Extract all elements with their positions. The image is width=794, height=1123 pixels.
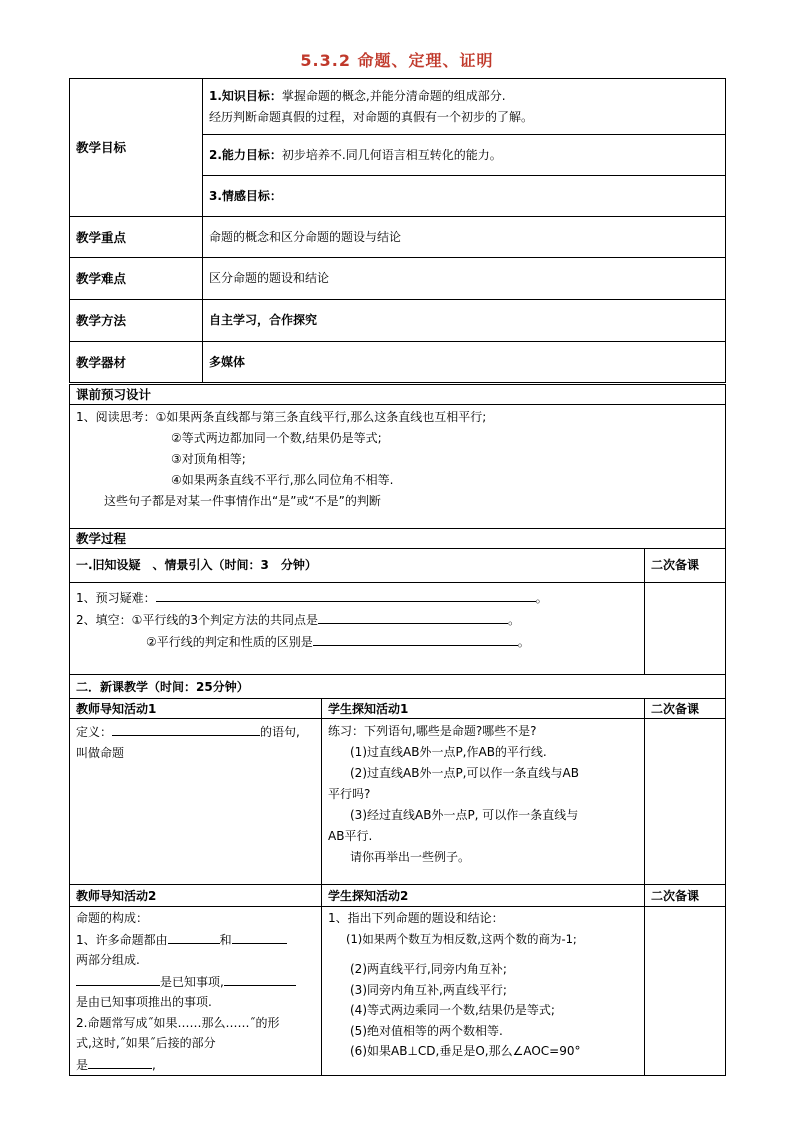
s1-line-6: AB平行. xyxy=(328,829,373,843)
t2-line-6: 2.命题常写成˝如果……那么……˝的形 xyxy=(76,1015,280,1030)
second-prep-blank-2 xyxy=(645,719,726,885)
key-label: 教学重点 xyxy=(70,217,203,258)
s1-line-5: (3)经过直线AB外一点P, 可以作一条直线与 xyxy=(350,808,579,822)
method-text: 自主学习，合作探究 xyxy=(203,300,726,342)
sec1-q3: ②平行线的判定和性质的区别是 xyxy=(146,635,313,649)
teacher-activity-1-body xyxy=(70,719,322,885)
preview-line-2: ②等式两边都加同一个数,结果仍是等式; xyxy=(171,431,382,445)
s1-line-2: (1)过直线AB外一点P,作AB的平行线. xyxy=(350,745,547,759)
preview-line-3: ③对顶角相等; xyxy=(171,452,246,466)
student-activity-1-body xyxy=(322,719,645,885)
t2-line-3: 两部分组成. xyxy=(76,953,140,967)
second-prep-1: 二次备课 xyxy=(645,549,726,583)
blank-line xyxy=(76,971,160,986)
blank-line xyxy=(232,929,287,944)
student-activity-2-body xyxy=(322,907,645,1076)
blank-line xyxy=(318,609,508,624)
period: 。 xyxy=(535,591,548,605)
goal3-head: 3.情感目标： xyxy=(203,176,726,217)
key-text: 命题的概念和区分命题的题设与结论 xyxy=(203,217,726,258)
t2-line-2a: 1、许多命题都由 xyxy=(76,932,168,947)
t1-def-b: 的语句, xyxy=(260,725,300,739)
section1-title: 一.旧知设疑 、情景引入（时间：3 分钟） xyxy=(70,549,645,583)
t2-line-5: 是由已知事项推出的事项. xyxy=(76,995,212,1009)
preview-line-5: 这些句子都是对某一件事情作出“是”或“不是”的判断 xyxy=(104,494,381,508)
blank-line xyxy=(156,587,536,602)
t2-line-7: 式,这时,˝如果˝后接的部分 xyxy=(76,1036,216,1050)
tools-label: 教学器材 xyxy=(70,342,203,383)
student-activity-1-head: 学生探知活动1 xyxy=(322,699,645,719)
blank-line xyxy=(224,971,296,986)
process-header: 教学过程 xyxy=(70,529,726,549)
s1-line-1: 练习：下列语句,哪些是命题?哪些不是? xyxy=(328,724,537,738)
preview-header: 课前预习设计 xyxy=(70,385,726,405)
goal-label: 教学目标 xyxy=(70,79,203,217)
s2-line-7: (6)如果AB⊥CD,垂足是O,那么∠AOC=90° xyxy=(350,1044,581,1058)
sec1-q1: 1、预习疑难： xyxy=(76,591,156,605)
s2-line-4: (3)同旁内角互补,两直线平行; xyxy=(350,982,507,997)
blank-line xyxy=(88,1054,152,1069)
diff-label: 教学难点 xyxy=(70,258,203,300)
t2-line-4: 是已知事项, xyxy=(160,974,224,989)
goal2-cell xyxy=(203,135,726,176)
s2-line-2: (1)如果两个数互为相反数,这两个数的商为-1; xyxy=(346,931,577,946)
teacher-activity-2-body xyxy=(70,907,322,1076)
s1-line-4: 平行吗? xyxy=(328,787,371,801)
process-table xyxy=(69,384,726,1076)
method-label: 教学方法 xyxy=(70,300,203,342)
page-title: 5.3.2 命题、定理、证明 xyxy=(300,51,494,70)
s2-line-1: 1、指出下列命题的题设和结论： xyxy=(328,911,504,925)
goal2-text: 初步培养不.同几何语言相互转化的能力。 xyxy=(281,147,502,162)
preview-line-1: 1、阅读思考：①如果两条直线都与第三条直线平行,那么这条直线也互相平行; xyxy=(76,410,487,424)
second-prep-3: 二次备课 xyxy=(645,885,726,907)
info-table xyxy=(69,78,726,383)
t2-line-8b: , xyxy=(152,1057,156,1072)
t1-def-a: 定义： xyxy=(76,725,113,739)
diff-text: 区分命题的题设和结论 xyxy=(203,258,726,300)
section1-body xyxy=(70,583,645,675)
preview-line-4: ④如果两条直线不平行,那么同位角不相等. xyxy=(171,473,394,487)
second-prep-blank-1 xyxy=(645,583,726,675)
second-prep-blank-3 xyxy=(645,907,726,1076)
s2-line-6: (5)绝对值相等的两个数相等. xyxy=(350,1023,503,1038)
s2-line-5: (4)等式两边乘同一个数,结果仍是等式; xyxy=(350,1003,555,1017)
s1-line-7: 请你再举出一些例子。 xyxy=(350,850,471,864)
goal1-text-a: 掌握命题的概念,并能分清命题的组成部分. xyxy=(281,88,506,103)
preview-body xyxy=(70,405,726,529)
s2-line-3: (2)两直线平行,同旁内角互补; xyxy=(350,962,507,976)
student-activity-2-head: 学生探知活动2 xyxy=(322,885,645,907)
blank-line xyxy=(313,631,518,646)
section2-title: 二．新课教学（时间：25分钟） xyxy=(70,675,726,699)
s1-line-3: (2)过直线AB外一点P,可以作一条直线与AB xyxy=(350,766,579,780)
goal1-head: 1.知识目标： xyxy=(209,88,282,103)
teacher-activity-2-head: 教师导知活动2 xyxy=(70,885,322,907)
blank-line xyxy=(112,721,260,736)
goal1-cell xyxy=(203,79,726,135)
blank-line xyxy=(168,929,220,944)
goal1-text-b: 经历判断命题真假的过程，对命题的真假有一个初步的了解。 xyxy=(209,109,534,124)
period: 。 xyxy=(517,635,530,649)
tools-text: 多媒体 xyxy=(203,342,726,383)
period: 。 xyxy=(508,613,521,627)
second-prep-2: 二次备课 xyxy=(645,699,726,719)
t2-line-2b: 和 xyxy=(219,932,232,947)
teacher-activity-1-head: 教师导知活动1 xyxy=(70,699,322,719)
sec1-q2: 2、填空：①平行线的3个判定方法的共同点是 xyxy=(76,613,319,627)
t2-line-8a: 是 xyxy=(76,1057,89,1072)
goal2-head: 2.能力目标： xyxy=(209,147,282,162)
t1-def-c: 叫做命题 xyxy=(76,746,125,760)
t2-line-1: 命题的构成： xyxy=(76,911,149,925)
